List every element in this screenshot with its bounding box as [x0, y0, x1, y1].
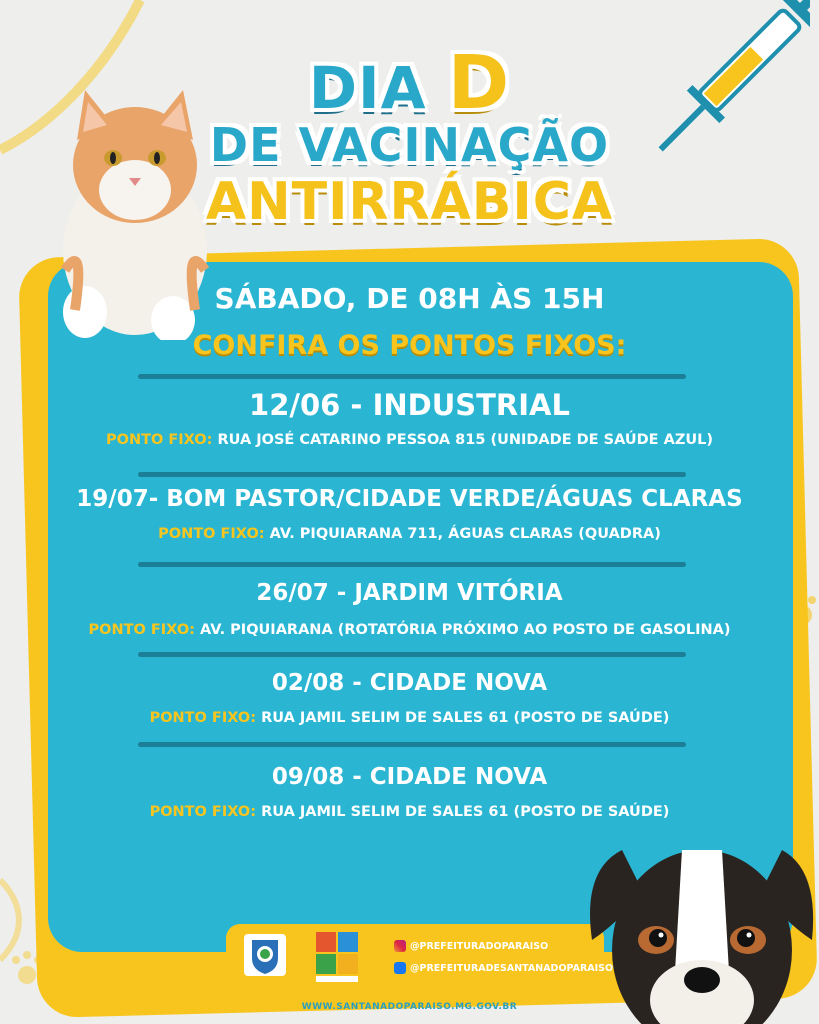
website-url[interactable]: WWW.SANTANADOPARAISO.MG.GOV.BR: [301, 1002, 518, 1012]
address-value: AV. PIQUIARANA (ROTATÓRIA PRÓXIMO AO POSTO DE GASOLINA): [200, 622, 731, 638]
city-brand-logo: [314, 930, 360, 984]
entry-address: [0, 622, 819, 638]
dog-image: [582, 830, 819, 1024]
entry-address: [0, 526, 819, 542]
ponto-fixo-label: PONTO FIXO:: [105, 432, 213, 448]
instagram-handle[interactable]: [394, 940, 548, 952]
ponto-fixo-label: PONTO FIXO:: [149, 710, 257, 726]
ponto-fixo-label: PONTO FIXO:: [158, 526, 265, 542]
confira-heading: CONFIRA OS PONTOS FIXOS:: [192, 330, 627, 361]
city-seal-logo: [244, 934, 286, 976]
address-value: RUA JOSÉ CATARINO PESSOA 815 (UNIDADE DE SAÚDE AZUL): [217, 432, 713, 448]
entry-title: 09/08 - CIDADE NOVA: [271, 764, 548, 790]
entry-address: [0, 432, 819, 448]
title-big-d: D: [447, 40, 511, 126]
instagram-text: @PREFEITURADOPARAISO: [410, 940, 549, 952]
facebook-text: @PREFEITURADESANTANADOPARAISO: [410, 962, 614, 974]
divider: [138, 742, 686, 747]
address-value: AV. PIQUIARANA 711, ÁGUAS CLARAS (QUADRA): [269, 526, 661, 542]
ponto-fixo-label: PONTO FIXO:: [149, 804, 257, 820]
entry-address: [0, 710, 819, 726]
entry-title: 19/07- BOM PASTOR/CIDADE VERDE/ÁGUAS CLARAS: [76, 486, 743, 512]
schedule-hours: SÁBADO, DE 08H ÀS 15H: [214, 282, 605, 315]
facebook-handle[interactable]: [394, 962, 613, 974]
instagram-icon: [394, 940, 406, 952]
entry-address: [0, 804, 819, 820]
title-dia: DIA: [308, 54, 427, 122]
facebook-icon: [394, 962, 406, 974]
title-line-3: ANTIRRÁBICA: [205, 172, 614, 232]
divider: [138, 652, 686, 657]
entry-title: 26/07 - JARDIM VITÓRIA: [256, 580, 563, 606]
entry-title: 12/06 - INDUSTRIAL: [249, 388, 570, 422]
ponto-fixo-label: PONTO FIXO:: [88, 622, 195, 638]
divider: [138, 374, 686, 379]
entry-title: 02/08 - CIDADE NOVA: [271, 670, 548, 696]
title-line-2: DE VACINAÇÃO: [209, 118, 610, 172]
divider: [138, 472, 686, 477]
address-value: RUA JAMIL SELIM DE SALES 61 (POSTO DE SAÚDE): [261, 710, 670, 726]
divider: [138, 562, 686, 567]
address-value: RUA JAMIL SELIM DE SALES 61 (POSTO DE SAÚDE): [261, 804, 670, 820]
